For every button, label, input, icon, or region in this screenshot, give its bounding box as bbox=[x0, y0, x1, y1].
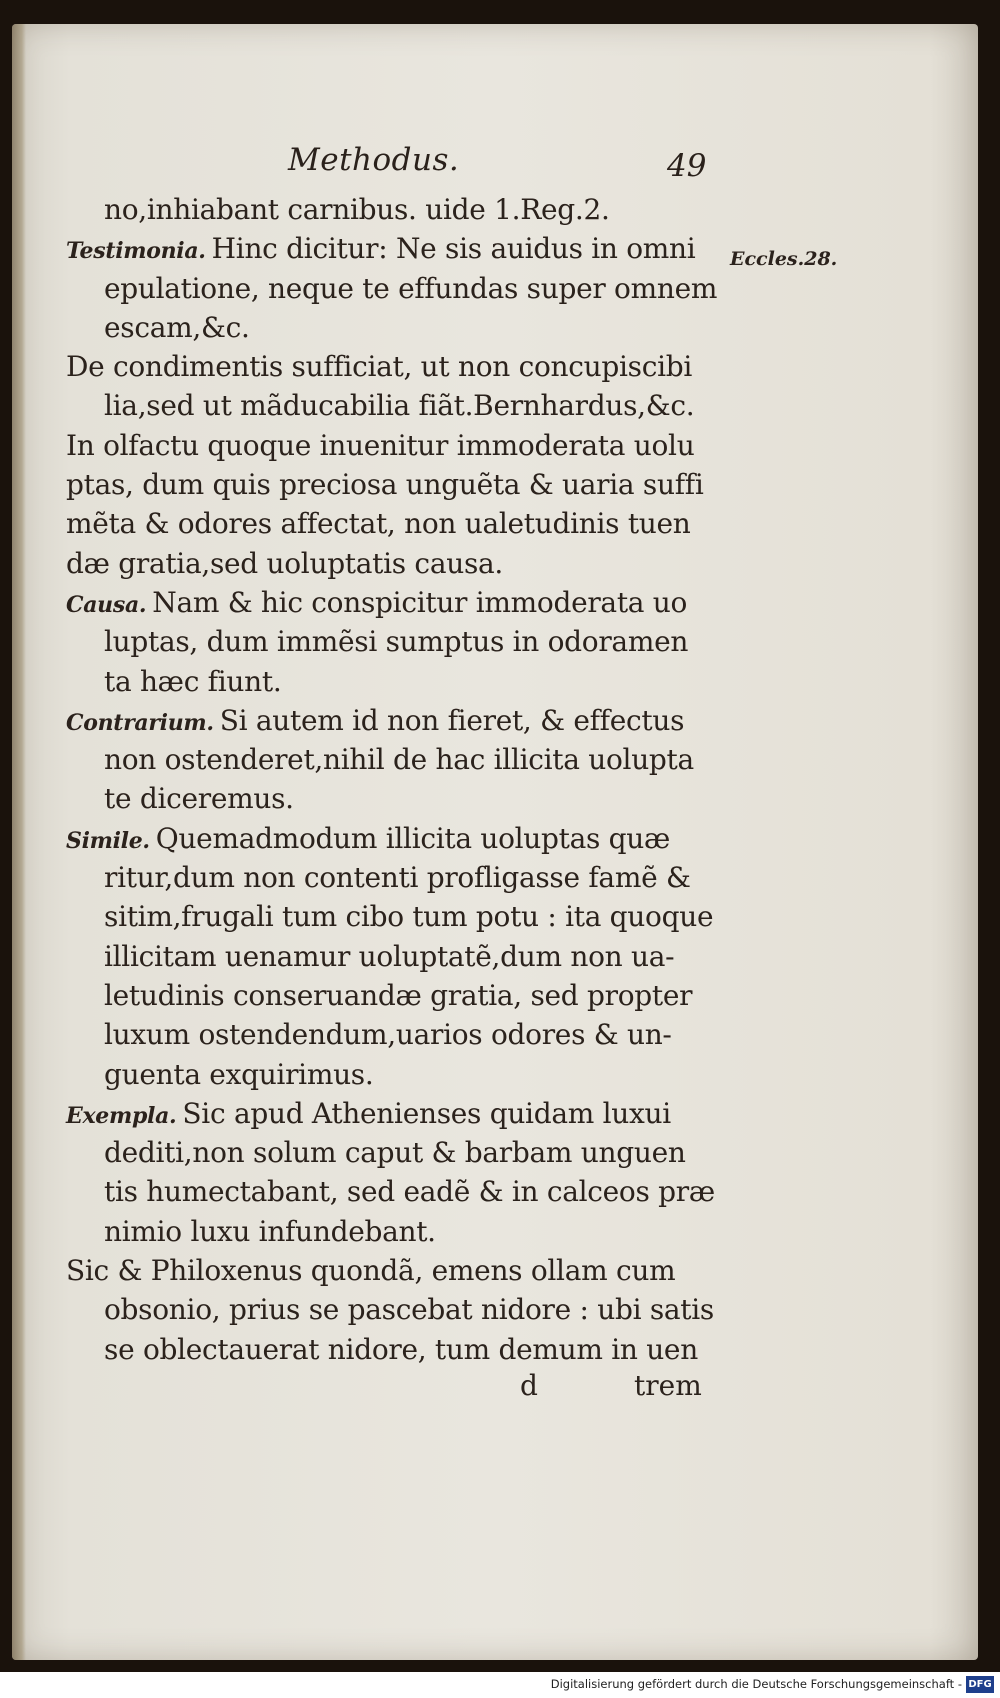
text-line bbox=[66, 1330, 706, 1369]
line-text: nimio luxu infundebant. bbox=[104, 1214, 436, 1248]
line-text: letudinis conseruandæ gratia, sed propter bbox=[104, 978, 693, 1012]
text-line bbox=[66, 622, 706, 661]
line-text: no,inhiabant carnibus. uide 1.Reg.2. bbox=[104, 193, 610, 226]
text-line bbox=[66, 229, 706, 268]
text-line bbox=[66, 662, 706, 701]
line-text: se oblectauerat nidore, tum demum in uen bbox=[104, 1332, 698, 1366]
text-line bbox=[66, 1133, 706, 1172]
line-text: sitim,frugali tum cibo tum potu : ita quoque bbox=[104, 900, 714, 934]
line-text: tis humectabant, sed eadẽ & in calceos præ bbox=[104, 1175, 715, 1209]
line-text: luptas, dum immẽsi sumptus in odoramen bbox=[104, 625, 689, 659]
text-line bbox=[66, 897, 714, 936]
text-line bbox=[66, 1290, 714, 1329]
line-text: illicitam uenamur uoluptatẽ,dum non ua- bbox=[104, 939, 675, 973]
line-text: lia,sed ut mãducabilia fiãt.Bernhardus,&c. bbox=[104, 389, 695, 423]
text-line bbox=[66, 583, 706, 622]
line-text: te diceremus. bbox=[104, 782, 294, 816]
text-line bbox=[66, 386, 706, 425]
line-text: mẽta & odores affectat, non ualetudinis tuen bbox=[66, 507, 691, 541]
text-line bbox=[66, 858, 706, 897]
text-line bbox=[66, 426, 706, 465]
marginal-label: Causa. bbox=[66, 591, 147, 618]
line-text: De condimentis sufficiat, ut non concupiscibi bbox=[66, 350, 693, 384]
page-number: 49 bbox=[667, 148, 707, 184]
running-title: Methodus. bbox=[288, 142, 460, 178]
text-line bbox=[66, 190, 706, 229]
marginal-label: Exempla. bbox=[66, 1102, 177, 1129]
digitization-footer bbox=[0, 1672, 1000, 1698]
text-line bbox=[66, 1212, 706, 1251]
line-text: luxum ostendendum,uarios odores & un- bbox=[104, 1018, 672, 1052]
signature-mark: d bbox=[520, 1369, 538, 1402]
text-line bbox=[66, 937, 706, 976]
text-line bbox=[66, 779, 706, 818]
dfg-logo: DFG bbox=[966, 1676, 994, 1693]
line-text: In olfactu quoque inuenitur immoderata uolu bbox=[66, 428, 695, 462]
line-text: ta hæc fiunt. bbox=[104, 664, 282, 698]
text-line bbox=[66, 347, 706, 386]
text-line bbox=[66, 740, 706, 779]
text-line bbox=[66, 1172, 715, 1211]
text-line bbox=[66, 701, 706, 740]
line-text: non ostenderet,nihil de hac illicita uolupta bbox=[104, 743, 694, 777]
text-line bbox=[66, 1055, 706, 1094]
line-text: dæ gratia,sed uoluptatis causa. bbox=[66, 546, 504, 580]
page-spine-shadow bbox=[12, 24, 26, 1660]
book-page bbox=[12, 24, 978, 1660]
marginal-label: Simile. bbox=[66, 827, 150, 854]
page-header bbox=[12, 142, 978, 192]
text-line bbox=[66, 504, 706, 543]
line-text: Sic & Philoxenus quondã, emens ollam cum bbox=[66, 1254, 676, 1288]
line-text: Si autem id non fieret, & effectus bbox=[219, 703, 685, 737]
margin-note: Eccles.28. bbox=[730, 248, 838, 270]
line-text: guenta exquirimus. bbox=[104, 1057, 374, 1091]
catchline bbox=[12, 1369, 978, 1409]
line-text: Nam & hic conspicitur immoderata uo bbox=[152, 585, 688, 619]
line-text: Hinc dicitur: Ne sis auidus in omni bbox=[211, 232, 696, 266]
text-line bbox=[66, 308, 706, 347]
footer-credit: Digitalisierung gefördert durch die Deutsche Forschungsgemeinschaft - bbox=[550, 1677, 962, 1691]
line-text: Quemadmodum illicita uoluptas quæ bbox=[155, 821, 671, 855]
catchword: trem bbox=[634, 1369, 702, 1402]
marginal-label: Contrarium. bbox=[66, 709, 214, 736]
text-line bbox=[66, 1015, 706, 1054]
text-line bbox=[66, 1094, 706, 1133]
line-text: dediti,non solum caput & barbam unguen bbox=[104, 1136, 686, 1170]
marginal-label: Testimonia. bbox=[66, 238, 206, 265]
line-text: ritur,dum non contenti profligasse famẽ & bbox=[104, 861, 691, 895]
line-text: Sic apud Athenienses quidam luxui bbox=[182, 1096, 671, 1130]
text-line bbox=[66, 819, 706, 858]
text-line bbox=[66, 465, 706, 504]
text-line bbox=[66, 976, 706, 1015]
text-line bbox=[66, 544, 706, 583]
line-text: ptas, dum quis preciosa unguẽta & uaria suffi bbox=[66, 468, 704, 502]
line-text: epulatione, neque te effundas super omnem bbox=[104, 271, 718, 305]
line-text: escam,&c. bbox=[104, 310, 250, 344]
body-text bbox=[66, 190, 718, 1369]
line-text: obsonio, prius se pascebat nidore : ubi satis bbox=[104, 1293, 714, 1327]
text-line bbox=[66, 269, 718, 308]
text-line bbox=[66, 1251, 706, 1290]
